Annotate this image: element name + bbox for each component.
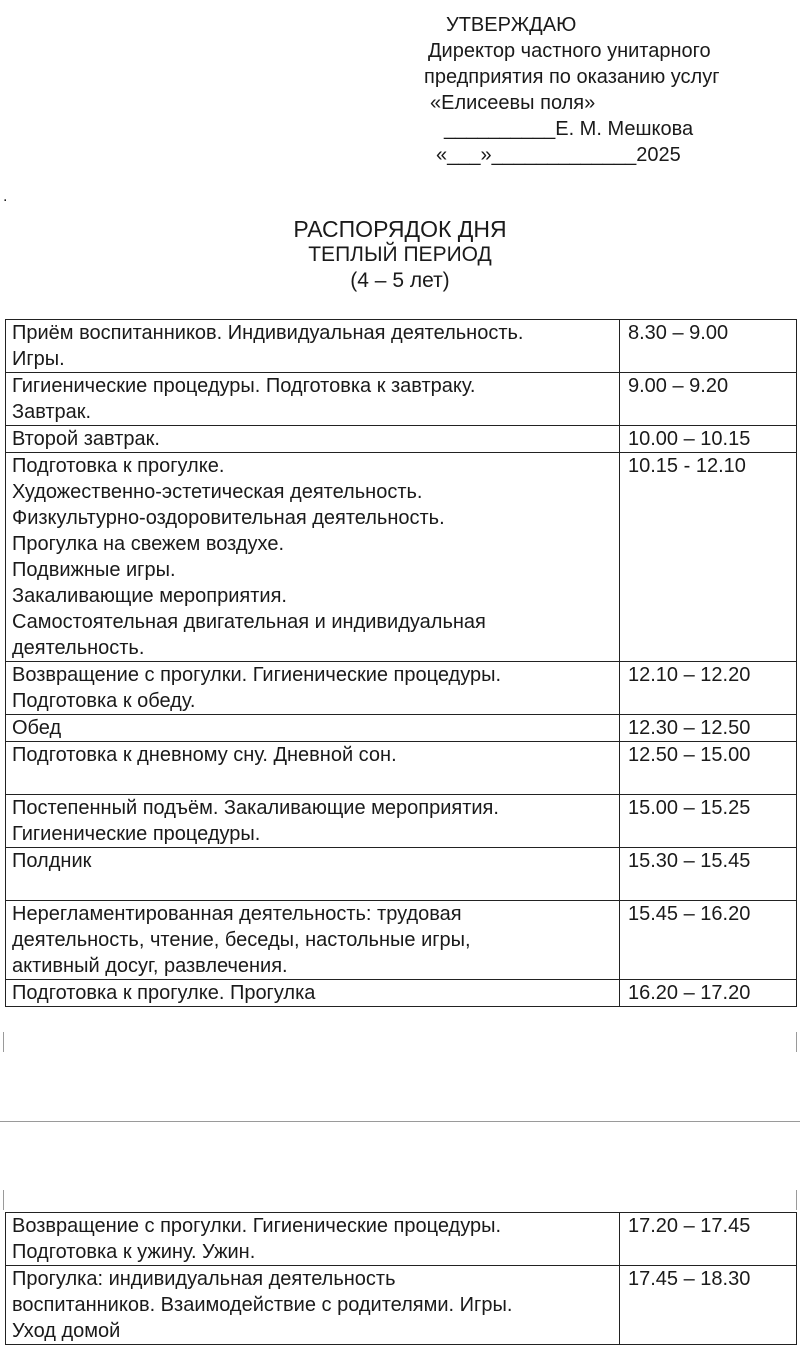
page-corner-mark-left [3,1032,4,1052]
activity-line: Подготовка к обеду. [12,690,196,712]
stray-dot: . [3,188,8,205]
activity-cell [6,320,620,373]
time-cell: 12.10 – 12.20 [620,662,797,715]
schedule-row [6,901,797,980]
schedule-row [6,715,797,742]
approval-organization: «Елисеевы поля» [430,92,596,114]
page-corner-mark-right [796,1032,797,1052]
schedule-row [6,1213,797,1266]
activity-line: деятельность. [12,637,145,659]
activity-line: Подвижные игры. [12,559,176,581]
period-subtitle: ТЕПЛЫЙ ПЕРИОД [308,243,492,266]
schedule-row [6,980,797,1007]
time-cell: 17.45 – 18.30 [620,1266,797,1345]
time-cell: 9.00 – 9.20 [620,373,797,426]
activity-line [12,768,615,794]
activity-line: Возвращение с прогулки. Гигиенические процедуры. [12,664,502,686]
activity-line: Игры. [12,348,65,370]
page2-corner-mark-right [796,1190,797,1210]
page-break-separator [0,1121,800,1122]
activity-line: Подготовка к дневному сну. Дневной сон. [12,744,397,766]
activity-cell [6,715,620,742]
activity-line: Художественно-эстетическая деятельность. [12,481,423,503]
activity-line: Гигиенические процедуры. [12,823,261,845]
approval-position-line-2: предприятия по оказанию услуг [424,66,720,88]
activity-line: Нерегламентированная деятельность: трудовая [12,903,462,925]
activity-cell [6,426,620,453]
activity-cell [6,1266,620,1345]
activity-cell [6,453,620,662]
time-cell: 12.30 – 12.50 [620,715,797,742]
activity-line: Прогулка: индивидуальная деятельность [12,1268,396,1290]
activity-line: Закаливающие мероприятия. [12,585,287,607]
time-cell: 15.45 – 16.20 [620,901,797,980]
schedule-row [6,742,797,795]
time-cell: 17.20 – 17.45 [620,1213,797,1266]
schedule-row [6,320,797,373]
activity-line: Подготовка к ужину. Ужин. [12,1241,256,1263]
approval-date-line: «___»_____________2025 [436,144,681,166]
activity-line: Приём воспитанников. Индивидуальная деятельность. [12,322,524,344]
page2-corner-mark-left [3,1190,4,1210]
activity-line: Подготовка к прогулке. [12,455,225,477]
activity-line: Гигиенические процедуры. Подготовка к завтраку. [12,375,476,397]
schedule-row [6,1266,797,1345]
activity-cell [6,901,620,980]
activity-line: Возвращение с прогулки. Гигиенические процедуры. [12,1215,502,1237]
schedule-row [6,795,797,848]
activity-cell [6,373,620,426]
time-cell: 10.00 – 10.15 [620,426,797,453]
schedule-row [6,426,797,453]
activity-line: Прогулка на свежем воздухе. [12,533,285,555]
schedule-table-page-1 [5,319,797,1007]
time-cell: 10.15 - 12.10 [620,453,797,662]
time-cell: 12.50 – 15.00 [620,742,797,795]
approval-signature-line: __________Е. М. Мешкова [444,118,694,140]
schedule-row [6,848,797,901]
schedule-row [6,373,797,426]
activity-cell [6,795,620,848]
activity-line: воспитанников. Взаимодействие с родителями. Игры. [12,1294,513,1316]
schedule-table-page-2 [5,1212,797,1345]
activity-line: Второй завтрак. [12,428,160,450]
approval-heading: УТВЕРЖДАЮ [446,14,577,36]
schedule-row [6,453,797,662]
activity-line: Обед [12,717,62,739]
age-subtitle: (4 – 5 лет) [350,269,450,292]
activity-line: активный досуг, развлечения. [12,955,288,977]
activity-line: деятельность, чтение, беседы, настольные игры, [12,929,471,951]
activity-line: Завтрак. [12,401,92,423]
time-cell: 8.30 – 9.00 [620,320,797,373]
activity-cell [6,980,620,1007]
activity-line: Полдник [12,850,92,872]
activity-cell [6,742,620,795]
time-cell: 15.30 – 15.45 [620,848,797,901]
time-cell: 16.20 – 17.20 [620,980,797,1007]
schedule-row [6,662,797,715]
activity-line: Физкультурно-оздоровительная деятельность. [12,507,445,529]
activity-line: Постепенный подъём. Закаливающие мероприятия. [12,797,499,819]
activity-line [12,874,615,900]
time-cell: 15.00 – 15.25 [620,795,797,848]
activity-line: Уход домой [12,1320,121,1342]
activity-cell [6,1213,620,1266]
activity-cell [6,848,620,901]
activity-cell [6,662,620,715]
activity-line: Самостоятельная двигательная и индивидуальная [12,611,486,633]
activity-line: Подготовка к прогулке. Прогулка [12,982,316,1004]
approval-position-line-1: Директор частного унитарного [428,40,711,62]
document-title: РАСПОРЯДОК ДНЯ [293,216,507,242]
